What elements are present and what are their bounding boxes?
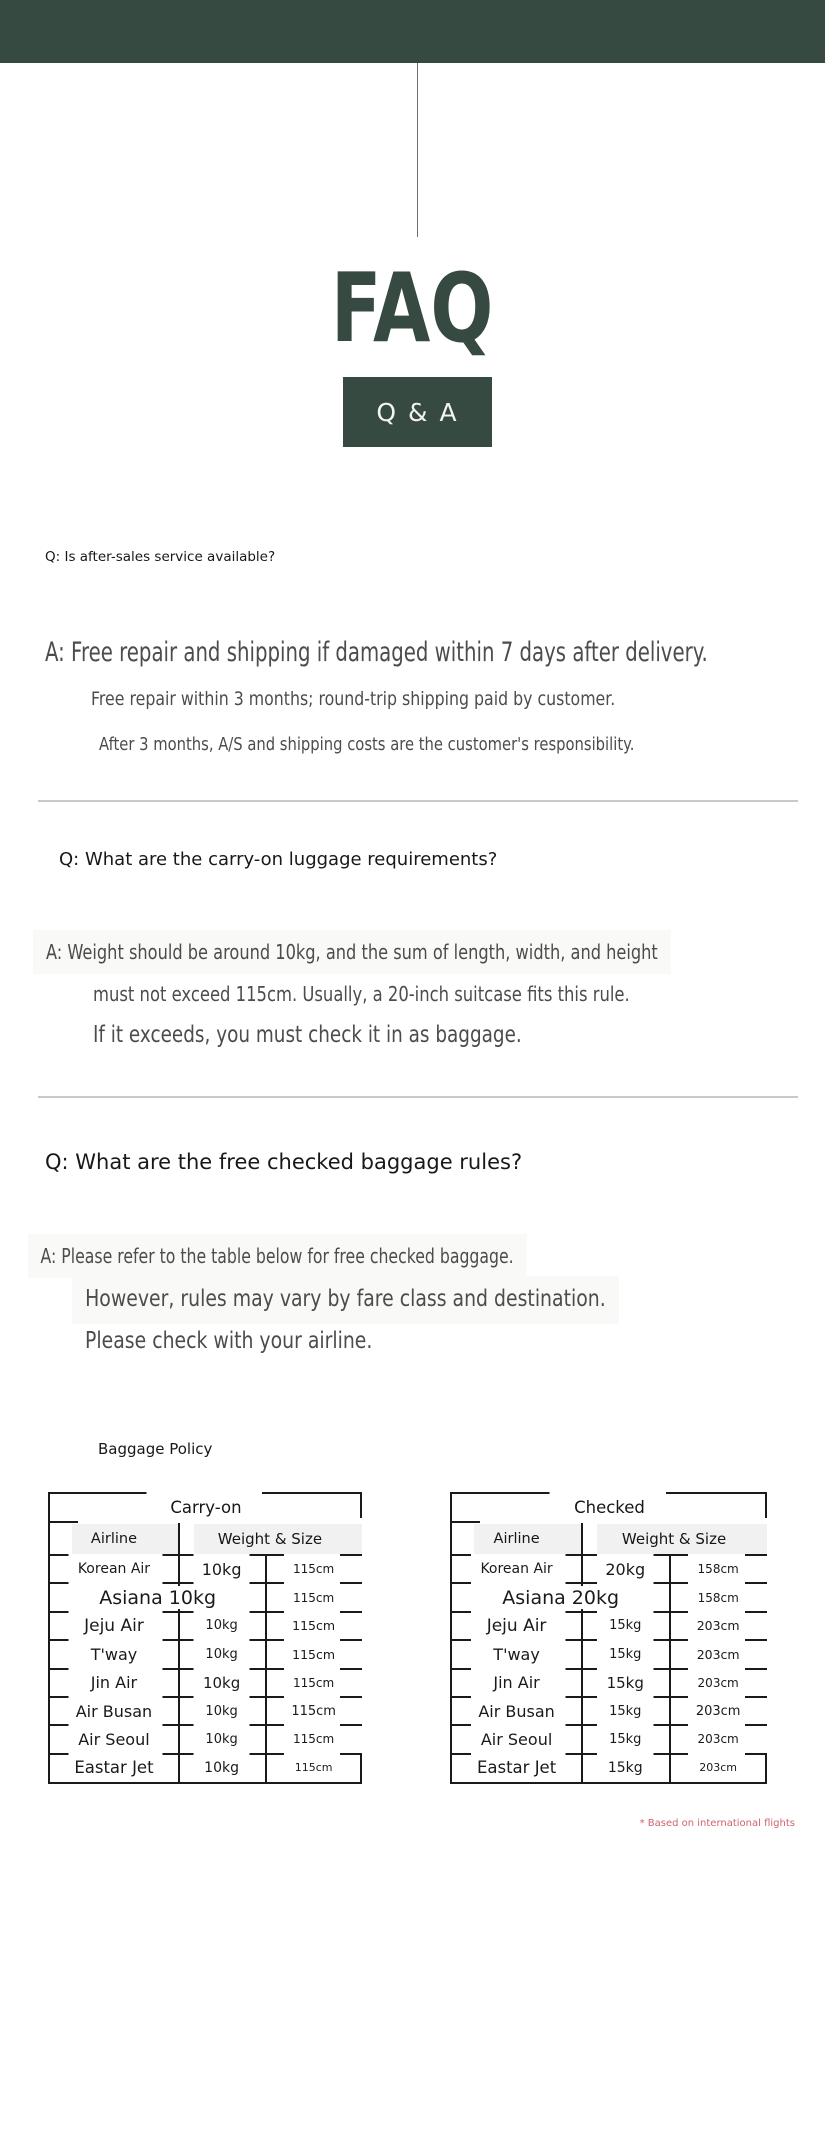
answer-3-line-3: Please check with your airline. bbox=[85, 1328, 373, 1354]
weight-cell: 15kg bbox=[609, 1703, 642, 1719]
answer-3-line-2: However, rules may vary by fare class and destination. bbox=[72, 1276, 739, 1324]
answer-1-sub-2: After 3 months, A/S and shipping costs are the customer's responsibility. bbox=[99, 734, 635, 755]
airline-cell: Air Seoul bbox=[480, 1729, 553, 1749]
airline-cell: Air Seoul bbox=[78, 1729, 150, 1749]
airline-cell: Korean Air bbox=[77, 1561, 151, 1578]
table-header-row bbox=[452, 1523, 767, 1555]
airline-cell: Jeju Air bbox=[84, 1615, 144, 1636]
qa-badge-text: Q & A bbox=[376, 397, 459, 427]
header-bar bbox=[0, 0, 825, 63]
table-row bbox=[452, 1725, 767, 1753]
section-divider bbox=[38, 1096, 798, 1098]
weight-cell: 15kg bbox=[609, 1646, 642, 1662]
table-row bbox=[452, 1612, 767, 1640]
qa-badge bbox=[343, 377, 492, 447]
answer-2-line-2: must not exceed 115cm. Usually, a 20-inch suitcase fits this rule. bbox=[93, 982, 630, 1006]
table-row bbox=[452, 1555, 767, 1583]
size-cell: 115cm bbox=[294, 1761, 333, 1775]
airline-cell: Jin Air bbox=[90, 1673, 138, 1693]
table-row bbox=[452, 1754, 767, 1782]
page-title bbox=[0, 254, 825, 364]
weight-cell: 10kg bbox=[205, 1731, 238, 1747]
airline-cell: Jeju Air bbox=[486, 1615, 547, 1636]
col-airline: Airline bbox=[90, 1531, 137, 1547]
size-cell: 115cm bbox=[293, 1590, 335, 1605]
answer-2-line-3: If it exceeds, you must check it in as baggage. bbox=[93, 1022, 522, 1048]
table-section-label: Baggage Policy bbox=[98, 1440, 213, 1458]
answer-1-sub-1: Free repair within 3 months; round-trip shipping paid by customer. bbox=[91, 688, 616, 710]
weight-cell: 10kg bbox=[201, 1559, 242, 1579]
weight-cell: 15kg bbox=[607, 1759, 643, 1776]
checked-table bbox=[450, 1492, 767, 1784]
answer-3-line-1: A: Please refer to the table below for free checked baggage. bbox=[28, 1234, 663, 1278]
weight-cell: 10kg bbox=[205, 1618, 238, 1634]
table-row bbox=[50, 1697, 362, 1725]
answer-2-line-1: A: Weight should be around 10kg, and the sum of length, width, and height bbox=[33, 930, 820, 974]
size-cell: 203cm bbox=[695, 1703, 741, 1719]
page-title-text: FAQ bbox=[331, 254, 494, 364]
question-2: Q: What are the carry-on luggage requirements? bbox=[59, 849, 498, 870]
footnote: * Based on international flights bbox=[639, 1818, 795, 1829]
table-row bbox=[452, 1583, 767, 1611]
table-row bbox=[50, 1555, 362, 1583]
table-row bbox=[50, 1725, 362, 1753]
table-row bbox=[50, 1640, 362, 1668]
question-1: Q: Is after-sales service available? bbox=[45, 549, 276, 565]
size-cell: 115cm bbox=[292, 1646, 336, 1662]
weight-cell: 15kg bbox=[606, 1673, 644, 1692]
table-row bbox=[50, 1669, 362, 1697]
carryon-table bbox=[48, 1492, 362, 1784]
connector-line bbox=[417, 63, 418, 237]
airline-cell: Jin Air bbox=[493, 1673, 540, 1693]
airline-weight-merged-cell: Asiana 10kg bbox=[50, 1586, 265, 1609]
table-title: Carry-on bbox=[50, 1492, 362, 1523]
size-cell: 115cm bbox=[291, 1703, 336, 1719]
size-cell: 203cm bbox=[696, 1618, 740, 1634]
airline-cell: Air Busan bbox=[75, 1701, 153, 1721]
question-3: Q: What are the free checked baggage rules? bbox=[45, 1150, 523, 1174]
airline-cell: Korean Air bbox=[480, 1561, 553, 1578]
table-row bbox=[50, 1612, 362, 1640]
table-body bbox=[452, 1555, 767, 1782]
table-title: Checked bbox=[452, 1492, 767, 1523]
col-weight-size: Weight & Size bbox=[621, 1530, 727, 1548]
airline-cell: Eastar Jet bbox=[74, 1758, 154, 1778]
table-row bbox=[452, 1669, 767, 1697]
weight-cell: 10kg bbox=[204, 1759, 239, 1776]
answer-1-main: A: Free repair and shipping if damaged within 7 days after delivery. bbox=[45, 637, 708, 668]
size-cell: 203cm bbox=[699, 1761, 738, 1775]
airline-cell: T'way bbox=[493, 1644, 540, 1664]
col-weight-size: Weight & Size bbox=[217, 1530, 323, 1548]
size-cell: 115cm bbox=[293, 1562, 335, 1577]
size-cell: 158cm bbox=[697, 1590, 739, 1605]
airline-cell: T'way bbox=[90, 1644, 138, 1664]
weight-cell: 15kg bbox=[609, 1731, 642, 1747]
size-cell: 158cm bbox=[697, 1562, 739, 1577]
size-cell: 203cm bbox=[697, 1675, 739, 1690]
weight-cell: 10kg bbox=[202, 1673, 241, 1692]
size-cell: 203cm bbox=[697, 1732, 739, 1747]
size-cell: 115cm bbox=[293, 1675, 335, 1690]
section-divider bbox=[38, 800, 798, 802]
table-row bbox=[50, 1583, 362, 1611]
weight-cell: 15kg bbox=[609, 1618, 642, 1634]
size-cell: 115cm bbox=[292, 1618, 336, 1634]
airline-weight-merged-cell: Asiana 20kg bbox=[452, 1586, 669, 1609]
table-body bbox=[50, 1555, 362, 1782]
size-cell: 203cm bbox=[696, 1646, 740, 1662]
weight-cell: 10kg bbox=[205, 1646, 238, 1662]
col-airline: Airline bbox=[493, 1531, 540, 1547]
table-row bbox=[452, 1640, 767, 1668]
table-row bbox=[452, 1697, 767, 1725]
airline-cell: Air Busan bbox=[478, 1701, 555, 1721]
airline-cell: Eastar Jet bbox=[476, 1758, 557, 1778]
size-cell: 115cm bbox=[293, 1732, 335, 1747]
weight-cell: 20kg bbox=[605, 1559, 646, 1579]
table-row bbox=[50, 1754, 362, 1782]
table-header-row bbox=[50, 1523, 362, 1555]
weight-cell: 10kg bbox=[205, 1703, 238, 1719]
